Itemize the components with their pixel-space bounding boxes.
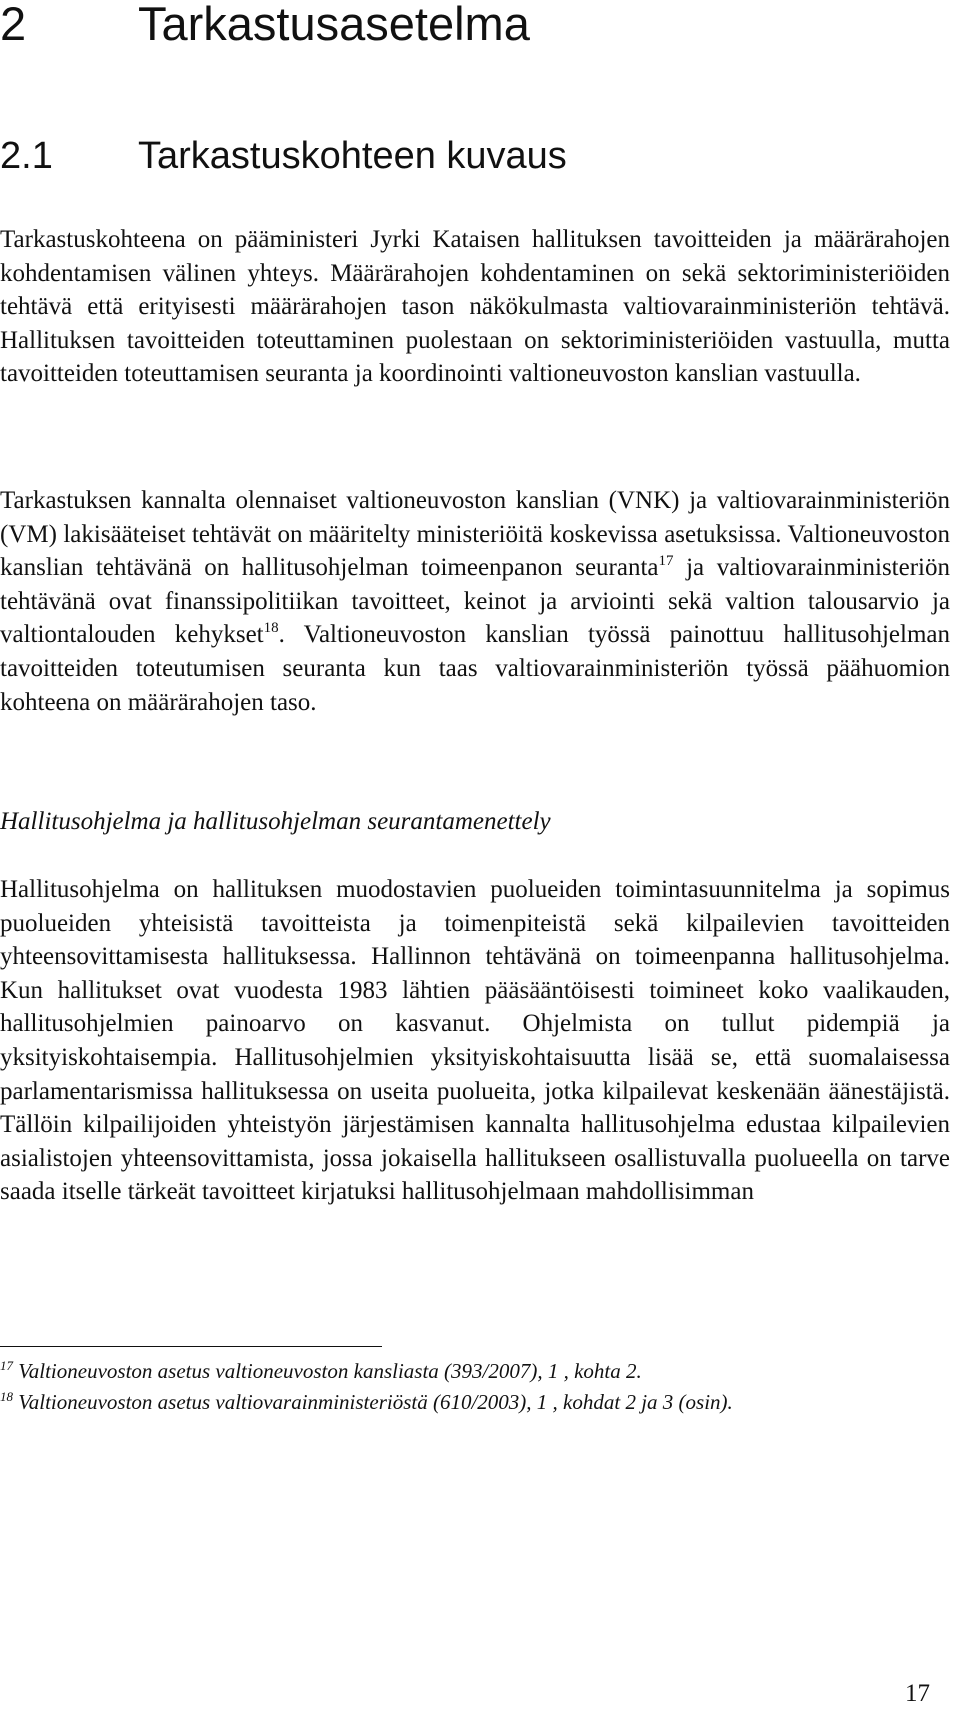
paragraph-3: Hallitusohjelma on hallituksen muodostavien puolueiden toimintasuunnitelma ja sopimus puolueiden yhteisistä tavoitteista ja toimenpiteistä sekä kilpailevien tavoitteiden yhteensovittamisesta hallituksessa. Hallinnon tehtävänä on toimeenpanna hallitusohjelma. Kun hallitukset ovat vuodesta 1983 lähtien pääsääntöisesti toimineet koko vaalikauden, hallitusohjelmien painoarvo on kasvanut. Ohjelmista on tullut pidempiä ja yksityiskohtaisempia. Hallitusohjelmien yksityiskohtaisuutta lisää se, että suomalaisessa parlamentarismissa hallituksessa on useita puolueita, jotka kilpailevat keskenään äänestäjistä. Tällöin kilpailijoiden yhteistyön järjestämisen kannalta hallitusohjelma edustaa kilpailevien asialistojen yhteensovittamista, jossa jokaisella hallitukseen osallistuvalla puolueella on tarve saada itselle tärkeät tavoitteet kirjatuksi hallitusohjelmaan mahdollisimman xyxy=(0,876,950,1206)
paragraph-2-part-1: Tarkastuksen kannalta olennaiset valtioneuvoston kanslian (VNK) ja valtiovarainministeriön (VM) lakisääteiset tehtävät on määritelty ministeriöitä koskevissa asetuksissa. Valtioneuvoston kanslian tehtävänä on hallitusohjelman toimeenpanon seuranta xyxy=(0,487,950,582)
paragraph-1: Tarkastuskohteena on pääministeri Jyrki Kataisen hallituksen tavoitteiden ja määrärahojen kohdentamisen välinen yhteys. Määrärahojen kohdentaminen on sekä sektoriministeriöiden tehtävä että erityisesti määrärahojen tason näkökulmasta valtiovarainministeriön tehtävä. Hallituksen tavoitteiden toteuttaminen puolestaan on sektoriministeriöiden vastuulla, mutta tavoitteiden toteuttamisen seuranta ja koordinointi valtioneuvoston kanslian vastuulla. xyxy=(0,226,950,388)
chapter-title: Tarkastusasetelma xyxy=(138,0,530,50)
paragraph-2-part-2: ja valtiovarainministeriön tehtävänä ovat finanssipolitiikan tavoitteet, keinot ja arviointi sekä valtion talousarvio ja valtiontalouden kehykset xyxy=(0,554,950,649)
section-number: 2.1 xyxy=(0,135,53,177)
paragraph-2 xyxy=(0,484,950,719)
subheading: Hallitusohjelma ja hallitusohjelman seurantamenettely xyxy=(0,808,551,835)
footnote-number: 17 xyxy=(0,1358,13,1373)
page-number: 17 xyxy=(905,1680,930,1707)
footnote-reference-18[interactable]: 18 xyxy=(263,620,279,637)
footnote-reference-17[interactable]: 17 xyxy=(658,553,674,570)
section-heading xyxy=(0,136,567,176)
paragraph-2-part-3: . Valtioneuvoston kanslian työssä painottuu hallitusohjelman tavoitteiden toteutumisen seuranta kun taas valtiovarainministeriön työssä päähuomion kohteena on määrärahojen taso. xyxy=(0,621,950,716)
chapter-heading xyxy=(0,0,530,50)
footnote-text: Valtioneuvoston asetus valtioneuvoston kansliasta (393/2007), 1 , kohta 2. xyxy=(18,1359,642,1383)
footnotes xyxy=(0,1357,950,1419)
chapter-number: 2 xyxy=(0,0,27,50)
footnote-17 xyxy=(0,1357,950,1385)
footnote-text: Valtioneuvoston asetus valtiovarainministeriöstä (610/2003), 1 , kohdat 2 ja 3 (osin). xyxy=(18,1390,733,1414)
footnote-number: 18 xyxy=(0,1389,13,1404)
footnote-18 xyxy=(0,1388,950,1416)
section-title: Tarkastuskohteen kuvaus xyxy=(138,135,567,177)
footnote-separator xyxy=(0,1346,382,1347)
